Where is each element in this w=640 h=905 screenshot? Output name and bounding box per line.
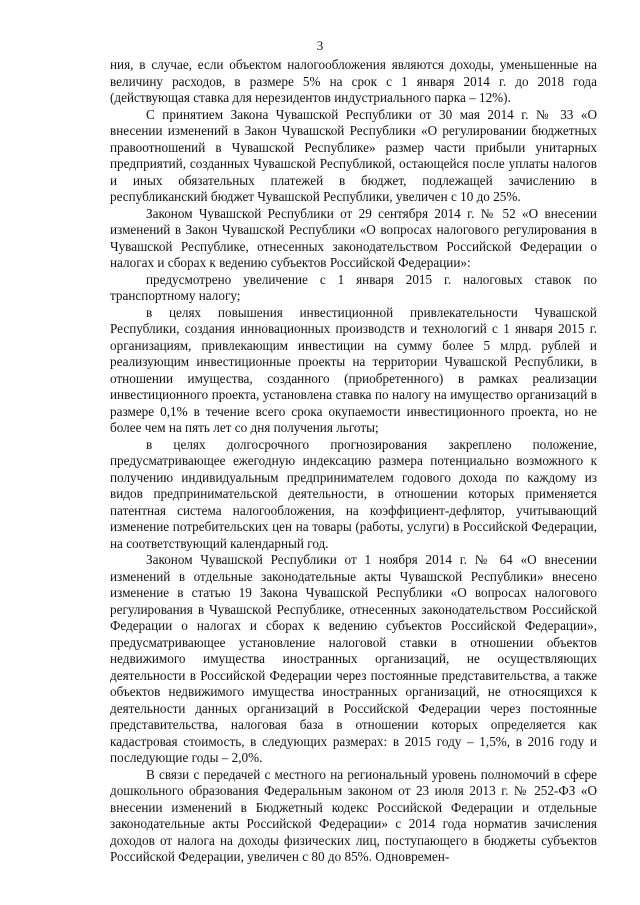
document-body — [110, 57, 597, 866]
paragraph-law-64: Законом Чувашской Республики от 1 ноября 2014 г. № 64 «О внесении изменений в отдельные законодательные акты Чувашской Республики» внесено изменение в статью 19 Закона Чувашской Республики «О вопросах налогового регулирования в Чувашской Республике, отнесенных законодательством Российской Федерации о налогах и сборах к ведению субъектов Российской Федерации», предусматривающее установление налоговой ставки в отношении объектов недвижимого имущества иностранных организаций, не осуществляющих деятельности в Российской Федерации через постоянные представительства, а также объектов недвижимого имущества иностранных организаций, не относящихся к деятельности данных организаций в Российской Федерации через постоянные представительства, налоговая база в отношении которых определяется как кадастровая стоимость, в следующих размерах: в 2015 году – 1,5%, в 2016 году и последующие годы – 2,0%. — [110, 552, 597, 765]
paragraph-transport-tax: предусмотрено увеличение с 1 января 2015 г. налоговых ставок по транспортному налогу; — [110, 271, 597, 303]
paragraph-preschool: В связи с передачей с местного на региональный уровень полномочий в сфере дошкольного образования Федеральным законом от 23 июля 2013 г. № 252-ФЗ «О внесении изменений в Бюджетный кодекс Российской Федерации и отдельные законодательные акты Российской Федерации» с 2014 года норматив зачисления доходов от налога на доходы физических лиц, поступающего в бюджеты субъектов Российской Федерации, увеличен с 80 до 85%. Одновремен- — [110, 766, 597, 864]
paragraph-law-52: Законом Чувашской Республики от 29 сентября 2014 г. № 52 «О внесении изменений в Закон Чувашской Республики «О вопросах налогового регулирования в Чувашской Республике, отнесенных законодательством Российской Федерации о налогах и сборах к ведению субъектов Российской Федерации»: — [110, 205, 597, 270]
paragraph-investment: в целях повышения инвестиционной привлекательности Чувашской Республики, создания инновационных производств и технологий с 1 января 2015 г. организациям, привлекающим инвестиции на сумму более 5 млрд. рублей и реализующим инвестиционные проекты на территории Чувашской Республики, в отношении имущества, созданного (приобретенного) в рамках реализации инвестиционного проекта, установлена ставка по налогу на имущество организаций в размере 0,1% в течение всего срока окупаемости инвестиционного проекта, но не более чем на пять лет со дня получения льготы; — [110, 304, 597, 435]
page-number: 3 — [316, 38, 324, 53]
paragraph-continuation: ния, в случае, если объектом налогообложения являются доходы, уменьшенные на величину расходов, в размере 5% на срок с 1 января 2014 г. до 2018 года (действующая ставка для нерезидентов индустриального парка – 12%). — [110, 57, 597, 105]
paragraph-patent: в целях долгосрочного прогнозирования закреплено положение, предусматривающее ежегодную индексацию размера потенциально возможного к получению индивидуальным предпринимателем годового дохода по каждому из видов предпринимательской деятельности, в отношении которых применяется патентная система налогообложения, на коэффициент-дефлятор, учитывающий изменение потребительских цен на товары (работы, услуги) в Российской Федерации, на соответствующий календарный год. — [110, 436, 597, 551]
paragraph-law-33: С принятием Закона Чувашской Республики от 30 мая 2014 г. № 33 «О внесении изменений в Закон Чувашской Республики «О регулировании бюджетных правоотношений в Чувашской Республике» размер части прибыли унитарных предприятий, созданных Чувашской Республикой, остающейся после уплаты налогов и иных обязательных платежей в бюджет, подлежащей зачислению в республиканский бюджет Чувашской Республики, увеличен с 10 до 25%. — [110, 106, 597, 204]
